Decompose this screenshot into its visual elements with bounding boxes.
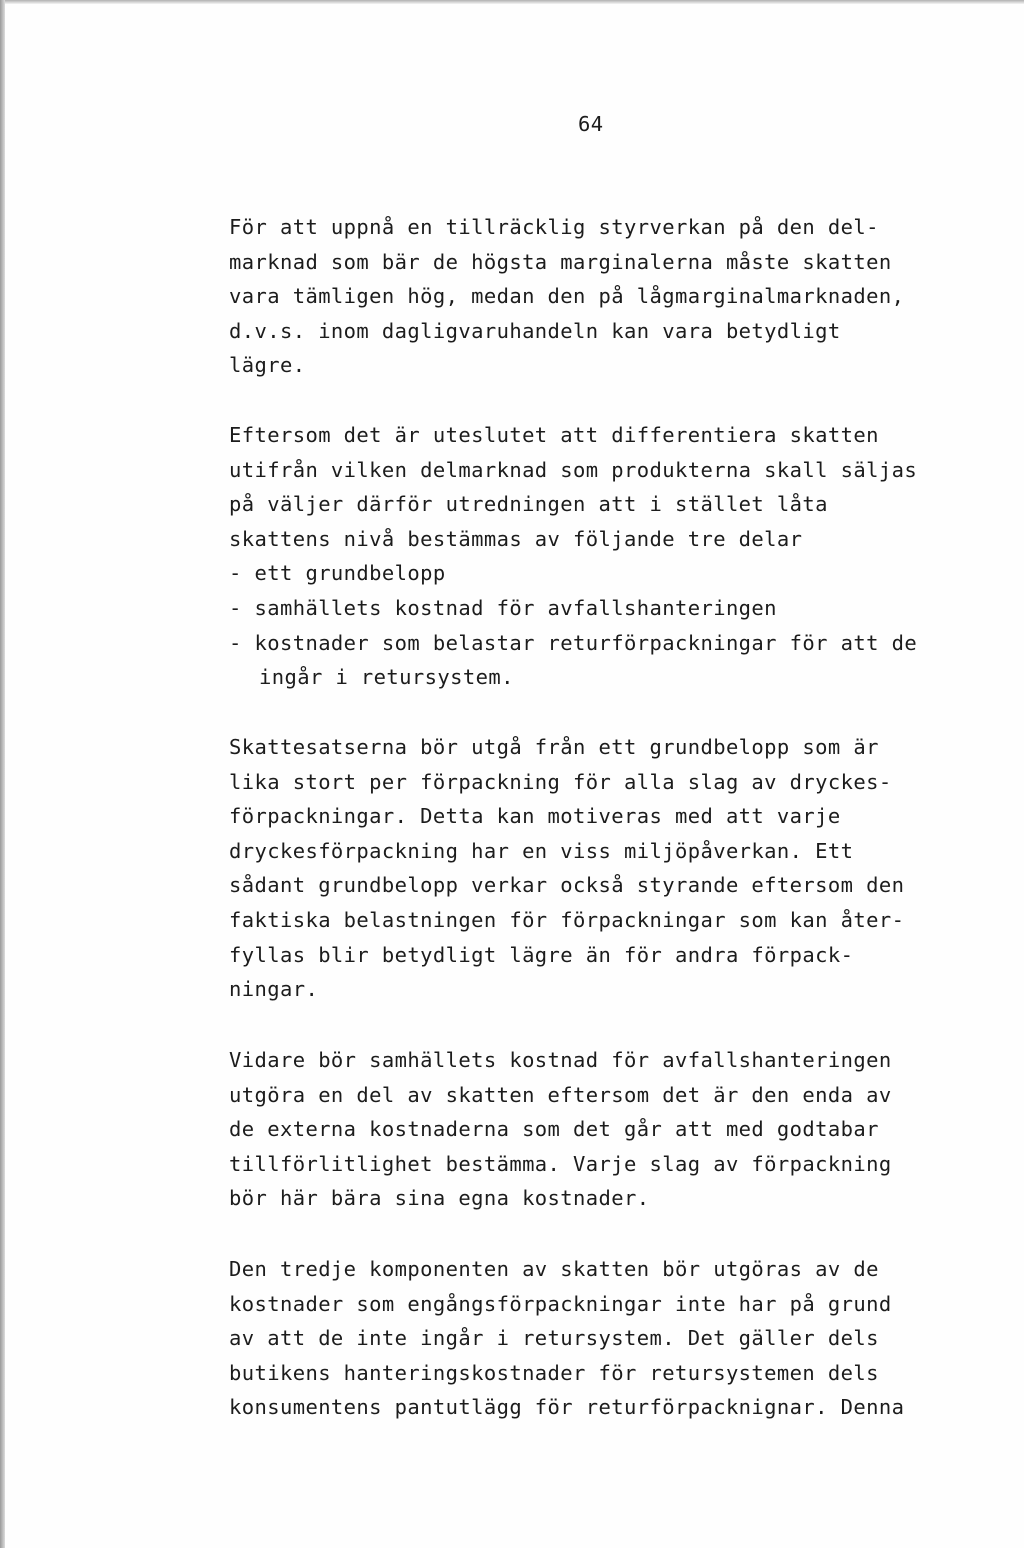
list-item: - ett grundbelopp xyxy=(229,561,446,586)
text-line: utgöra en del av skatten eftersom det är den enda av xyxy=(229,1082,892,1107)
text-line: d.v.s. inom dagligvaruhandeln kan vara betydligt xyxy=(229,318,841,343)
page-binding-edge xyxy=(0,0,5,1548)
list-item-continuation: ingår i retursystem. xyxy=(259,665,514,690)
paragraph-4 xyxy=(229,1043,989,1216)
page-top-edge xyxy=(0,0,1024,4)
text-line: kostnader som engångsförpackningar inte har på grund xyxy=(229,1291,892,1316)
list-item: - kostnader som belastar returförpackningar för att de xyxy=(229,630,918,655)
paragraph-1 xyxy=(229,210,989,383)
text-line: Den tredje komponenten av skatten bör utgöras av de xyxy=(229,1257,879,1281)
list-item: - samhällets kostnad för avfallshanteringen xyxy=(229,595,777,620)
text-line: ningar. xyxy=(229,977,319,1002)
text-line: lika stort per förpackning för alla slag av dryckes- xyxy=(229,769,892,794)
text-line: utifrån vilken delmarknad som produkterna skall säljas xyxy=(229,457,918,482)
text-line: Vidare bör samhällets kostnad för avfallshanteringen xyxy=(229,1048,892,1072)
paragraph-5 xyxy=(229,1252,989,1425)
page-number: 64 xyxy=(578,112,604,136)
text-line: marknad som bär de högsta marginalerna måste skatten xyxy=(229,249,892,274)
paragraph-2 xyxy=(229,418,989,695)
text-line: vara tämligen hög, medan den på lågmarginalmarknaden, xyxy=(229,284,905,309)
text-line: bör här bära sina egna kostnader. xyxy=(229,1186,650,1211)
text-line: förpackningar. Detta kan motiveras med att varje xyxy=(229,804,841,829)
text-line: på väljer därför utredningen att i stället låta xyxy=(229,492,828,517)
text-line: Eftersom det är uteslutet att differentiera skatten xyxy=(229,423,879,447)
text-line: konsumentens pantutlägg för returförpacknignar. Denna xyxy=(229,1395,905,1420)
paragraph-3 xyxy=(229,730,989,1007)
text-line: För att uppnå en tillräcklig styrverkan på den del- xyxy=(229,215,879,239)
text-line: butikens hanteringskostnader för retursystemen dels xyxy=(229,1360,879,1385)
text-line: faktiska belastningen för förpackningar som kan åter- xyxy=(229,907,905,932)
text-line: lägre. xyxy=(229,353,306,378)
text-line: dryckesförpackning har en viss miljöpåverkan. Ett xyxy=(229,838,854,863)
text-line: sådant grundbelopp verkar också styrande eftersom den xyxy=(229,873,905,898)
text-line: skattens nivå bestämmas av följande tre delar xyxy=(229,526,803,551)
text-line: Skattesatserna bör utgå från ett grundbelopp som är xyxy=(229,735,879,759)
text-line: av att de inte ingår i retursystem. Det gäller dels xyxy=(229,1326,879,1351)
text-line: fyllas blir betydligt lägre än för andra förpack- xyxy=(229,942,854,967)
text-line: tillförlitlighet bestämma. Varje slag av förpackning xyxy=(229,1151,892,1176)
text-line: de externa kostnaderna som det går att med godtabar xyxy=(229,1117,879,1142)
